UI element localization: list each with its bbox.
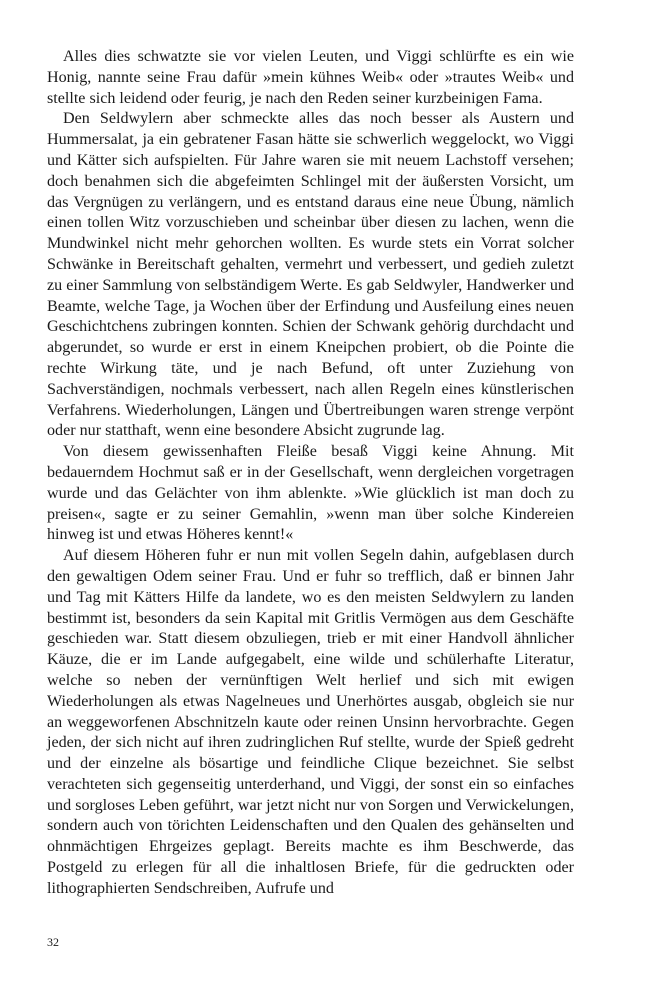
paragraph-3: Von diesem gewissenhaften Fleiße besaß Viggi keine Ahnung. Mit bedauerndem Hochmut saß er in der Gesellschaft, wenn dergleichen vorgetragen wurde und das Gelächter von ihm ablenkte. »Wie glücklich ist man doch zu preisen«, sagte er zu seiner Gemahlin, »wenn man über solche Kindereien hinweg ist und etwas Höheres kennt!« xyxy=(47,443,574,544)
page-body xyxy=(47,47,574,900)
paragraph-4: Auf diesem Höheren fuhr er nun mit vollen Segeln dahin, aufgeblasen durch den gewaltigen Odem seiner Frau. Und er fuhr so trefflich, daß er binnen Jahr und Tag mit Kätters Hilfe da landete, wo es den meisten Seldwylern zu landen bestimmt ist, besonders da sein Kapital mit Gritlis Vermögen aus dem Geschäfte geschieden war. Statt diesem obzuliegen, trieb er mit einer Handvoll ähnlicher Käuze, die er im Lande aufgegabelt, eine wilde und schülerhafte Literatur, welche so neben der vernünftigen Welt herlief und sich mit ewigen Wiederholungen als etwas Nagelneues und Unerhörtes ausgab, obgleich sie nur an weggeworfenen Abschnitzeln kaute oder reinen Unsinn hervorbrachte. Gegen jeden, der sich nicht auf ihren zudringlichen Ruf stellte, wurde der Spieß gedreht und der einzelne als bösartige und feindliche Clique bezeichnet. Sie selbst verachteten sich gegenseitig unterderhand, und Viggi, der sonst ein so einfaches und sorgloses Leben geführt, war jetzt nicht nur von Sorgen und Verwickelungen, sondern auch von törichten Leidenschaften und den Qualen des gehänselten und ohnmächtigen Ehrgeizes geplagt. Bereits machte es ihm Beschwerde, das Postgeld zu erlegen für all die inhaltlosen Briefe, für die gedruckten oder lithographierten Sendschreiben, Aufrufe und xyxy=(47,547,574,897)
page-number: 32 xyxy=(47,935,59,949)
paragraph-2: Den Seldwylern aber schmeckte alles das noch besser als Austern und Hummersalat, ja ein gebratener Fasan hätte sie schwerlich weggelockt, wo Viggi und Kätter sich aufspielten. Für Jahre waren sie mit neuem Lachstoff versehen; doch benahmen sich die abgefeimten Schlingel mit der äußersten Vorsicht, um das Vergnügen zu verlängern, und es entstand daraus eine neue Übung, nämlich einen tollen Witz vorzuschieben und scheinbar über diesen zu lachen, wenn die Mundwinkel nicht mehr gehorchen wollten. Es wurde stets ein Vorrat solcher Schwänke in Bereitschaft gehalten, vermehrt und verbessert, und gedieh zuletzt zu einer Sammlung von selbständigem Werte. Es gab Seldwyler, Handwerker und Beamte, welche Tage, ja Wochen über der Erfindung und Ausfeilung eines neuen Geschichtchens zubringen konnten. Schien der Schwank gehörig durchdacht und abgerundet, so wurde er erst in einem Kneipchen probiert, ob die Pointe die rechte Wirkung täte, und je nach Befund, oft unter Zuziehung von Sachverständigen, nochmals verbessert, nach allen Regeln eines künstlerischen Verfahrens. Wiederholungen, Längen und Übertreibungen waren strenge verpönt oder nur statthaft, wenn eine besondere Absicht zugrunde lag. xyxy=(47,110,574,440)
paragraph-1: Alles dies schwatzte sie vor vielen Leuten, und Viggi schlürfte es ein wie Honig, nannte seine Frau dafür »mein kühnes Weib« oder »trautes Weib« und stellte sich leidend oder feurig, je nach den Reden seiner kurzbeinigen Fama. xyxy=(47,48,574,107)
